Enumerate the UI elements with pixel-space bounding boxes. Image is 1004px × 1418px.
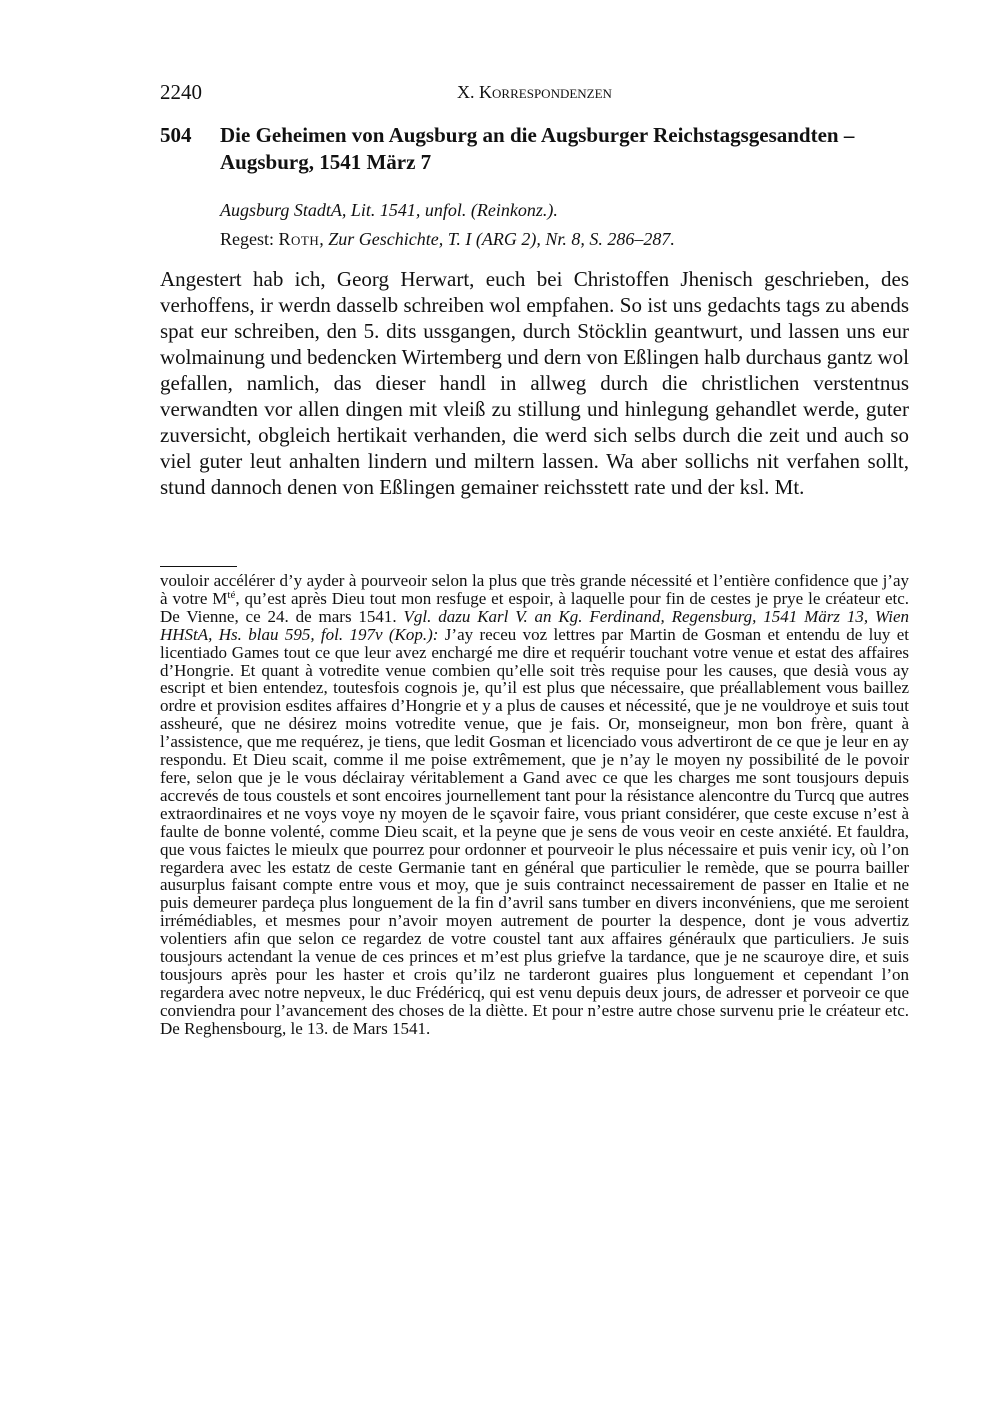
source-references — [220, 196, 909, 254]
regest-author: Roth — [278, 229, 320, 249]
document-heading — [160, 122, 909, 176]
page-number: 2240 — [160, 80, 202, 104]
regest-citation: , Zur Geschichte, T. I (ARG 2), Nr. 8, S. 286–287. — [319, 229, 675, 249]
document-number: 504 — [160, 123, 192, 147]
footnote — [160, 572, 909, 1038]
document-title: Die Geheimen von Augsburg an die Augsburger Reichstagsgesandten – Augsburg, 1541 März 7 — [220, 123, 855, 174]
main-text: Angestert hab ich, Georg Herwart, euch bei Christoffen Jhenisch geschrieben, des verhoffens, ir werdn dasselb schreiben wol empfahen. So ist uns gedachts tags zu abends spat eur schreiben, den 5. dits ussgangen, durch Stöcklin geantwurt, und lassen uns eur wolmainung und bedencken Wirtemberg und dern von Eßlingen halb durchaus gantz wol gefallen, namlich, das dieser handl in allweg durch die christlichen verstentnus verwandten vor allen dingen mit vleiß zu stillung und hinlegung gehandlet werde, guter zuversicht, obgleich hertikait verhanden, die werd sich selbs durch die zeit und auch so viel guter leut anhalten lindern und miltern lassen. Wa aber sollichs nit verfahen sollt, stund dannoch denen von Eßlingen gemainer reichsstett rate und der ksl. Mt. — [160, 267, 909, 499]
regest-label: Regest: — [220, 229, 274, 249]
running-head — [160, 80, 909, 106]
footnote-reference: Vgl. dazu Karl V. an Kg. Ferdinand, Regensburg, 1541 März 13, Wien HHStA, Hs. blau 595, fol. 197v (Kop.): — [160, 606, 909, 644]
footnote-superscript: té — [227, 588, 236, 601]
archive-reference: Augsburg StadtA, Lit. 1541, unfol. (Reinkonz.). — [220, 200, 558, 220]
footnote-divider — [160, 566, 237, 567]
footnote-text-3: J’ay receu voz lettres par Martin de Gosman et entendu de luy et licentiado Games tout ce que leur avez enchargé me dire et requérir touchant votre venue et estat des affaires d’Hongrie. Et quant à votredite venue combien qu’elle soit très requise pour les causes, que desià vous ay escript et bien entendez, toutesfois cognois je, qu’il est plus que nécessaire, que préallablement vous baillez ordre et provision esdites affaires d’Hongrie et y a plus de causes et nécessité, que je ne vouldroye et suis tout assheuré, que ne désirez moins votredite venue, que je fais. Or, monseigneur, mon bon frère, quant à l’assistence, que me requérez, je tiens, que ledit Gosman et licenciado vous advertiront de ce que je leur en ay respondu. Et Dieu scait, comme il me poise extrêmement, que je n’ay le moyen ny possibilité de le povoir fere, selon que je le vous déclairay véritablement a Gand avec ce que les charges me sont tousjours depuis accrevés de tous coustels et sont encoires journellement tant pour la résistance alencontre du Turcq que autres extraordinaires et ne voys voye ny moyen de le sçavoir faire, vous priant considérer, que ceste excuse n’est à faulte de bonne volenté, comme Dieu scait, et la peyne que je sens de vous veoir en ceste anxiété. Et fauldra, que vous faictes le mieulx que pourrez pour ordonner et pourveoir le plus nécessaire et puis venir icy, où l’on regardera avec les estatz de ceste Germanie tant en général que particulier le remède, que se pourra bailler ausurplus faisant compte entre vous et moy, que je suis contrainct necessairement de passer en Italie et ne puis demeurer pardeça plus longuement de la fin d’avril sans tumber en divers inconvéniens, que me seroient irrémédiables, et mesmes pour n’avoir moyen autrement de pourter la despence, dont je vous advertiz volentiers afin que selon ce regardez de votre coustel tant aux affaires généraulx que particuliers. Je suis tousjours actendant la venue de ces princes et m’est plus griefve la tardance, que je ne scauroye dire, et suis tousjours après pour les haster et crois qu’ilz ne tarderont guaires plus longuement et cependant l’on regardera avec notre nepveux, le duc Frédéricq, qui est venu depuis deux jours, de adresser et porveoir ce que conviendra pour l’avancement des choses de la diètte. Et pour n’estre autre chose survenu prie le créateur etc. De Reghensbourg, le 13. de Mars 1541. — [160, 624, 910, 1038]
footnote-text-1: vouloir accélérer d’y ayder à pourveoir selon la plus que très grande nécessité et l’entière confidence que j’ay à votre M — [160, 571, 909, 608]
footnote-text-2: , qu’est après Dieu tout mon resfuge et espoir, à laquelle pour fin de cestes je prye le créateur etc. De Vienne, ce 24. de mars 1541. — [160, 588, 910, 626]
running-title: X. Korrespondenzen — [457, 82, 612, 102]
regest-reference — [220, 225, 909, 254]
